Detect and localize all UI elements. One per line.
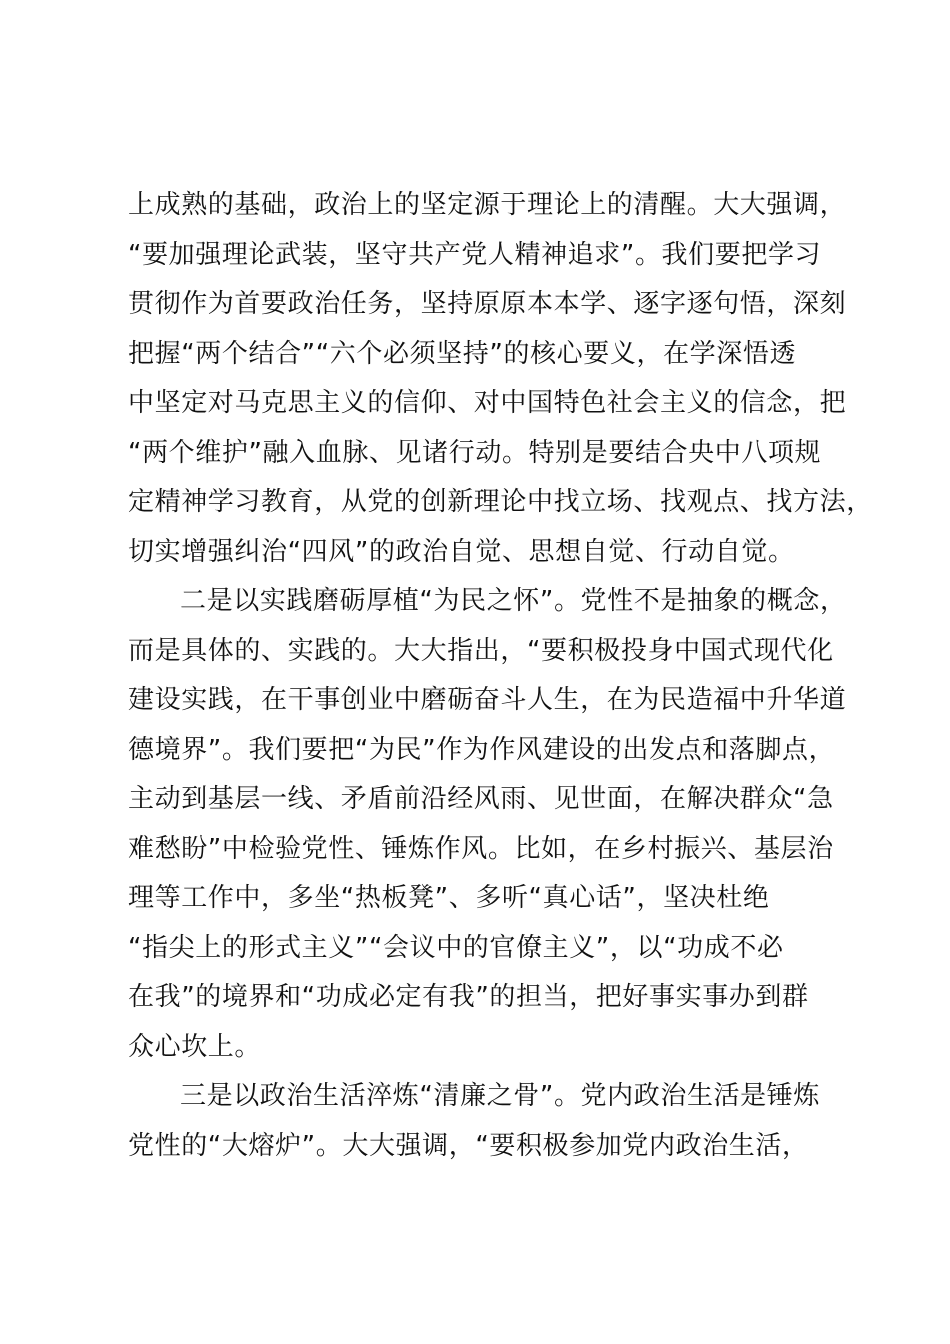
- text-line: 在我”的境界和“功成必定有我”的担当，把好事实事办到群: [128, 982, 809, 1012]
- text-line: 贯彻作为首要政治任务，坚持原原本本学、逐字逐句悟，深刻: [128, 289, 847, 319]
- text-line: 主动到基层一线、矛盾前沿经风雨、见世面，在解决群众“急: [128, 784, 834, 814]
- text-line: 德境界”。我们要把“为民”作为作风建设的出发点和落脚点，: [128, 734, 836, 765]
- text-line: 把握“两个结合”“六个必须坚持”的核心要义，在学深悟透: [128, 338, 797, 369]
- paragraph-first-line: 二是以实践磨砺厚植“为民之怀”。党性不是抽象的概念，: [180, 586, 847, 616]
- text-line: “要加强理论武装，坚守共产党人精神追求”。我们要把学习: [128, 239, 822, 270]
- text-line: 难愁盼”中检验党性、锤炼作风。比如，在乡村振兴、基层治: [128, 833, 834, 864]
- text-line: 中坚定对马克思主义的信仰、对中国特色社会主义的信念，把: [128, 388, 847, 418]
- text-line: 定精神学习教育，从党的创新理论中找立场、找观点、找方法，: [128, 487, 873, 517]
- text-line: “指尖上的形式主义”“会议中的官僚主义”，以“功成不必: [128, 932, 784, 963]
- body-text: [128, 181, 873, 1171]
- paragraph-first-line: 三是以政治生活淬炼“清廉之骨”。党内政治生活是锤炼: [180, 1081, 820, 1111]
- text-line: 理等工作中，多坐“热板凳”、多听“真心话”，坚决杜绝: [128, 883, 770, 913]
- text-line: 而是具体的、实践的。大大指出，“要积极投身中国式现代化: [128, 635, 834, 666]
- text-line: 党性的“大熔炉”。大大强调，“要积极参加党内政治生活，: [128, 1130, 809, 1161]
- text-line: 众心坎上。: [128, 1031, 262, 1062]
- text-line: 上成熟的基础，政治上的坚定源于理论上的清醒。大大强调，: [128, 190, 847, 220]
- text-line: “两个维护”融入血脉、见诸行动。特别是要结合央中八项规: [128, 437, 822, 468]
- text-line: 切实增强纠治“四风”的政治自觉、思想自觉、行动自觉。: [128, 536, 795, 567]
- text-line: 建设实践，在干事创业中磨砺奋斗人生，在为民造福中升华道: [128, 685, 847, 715]
